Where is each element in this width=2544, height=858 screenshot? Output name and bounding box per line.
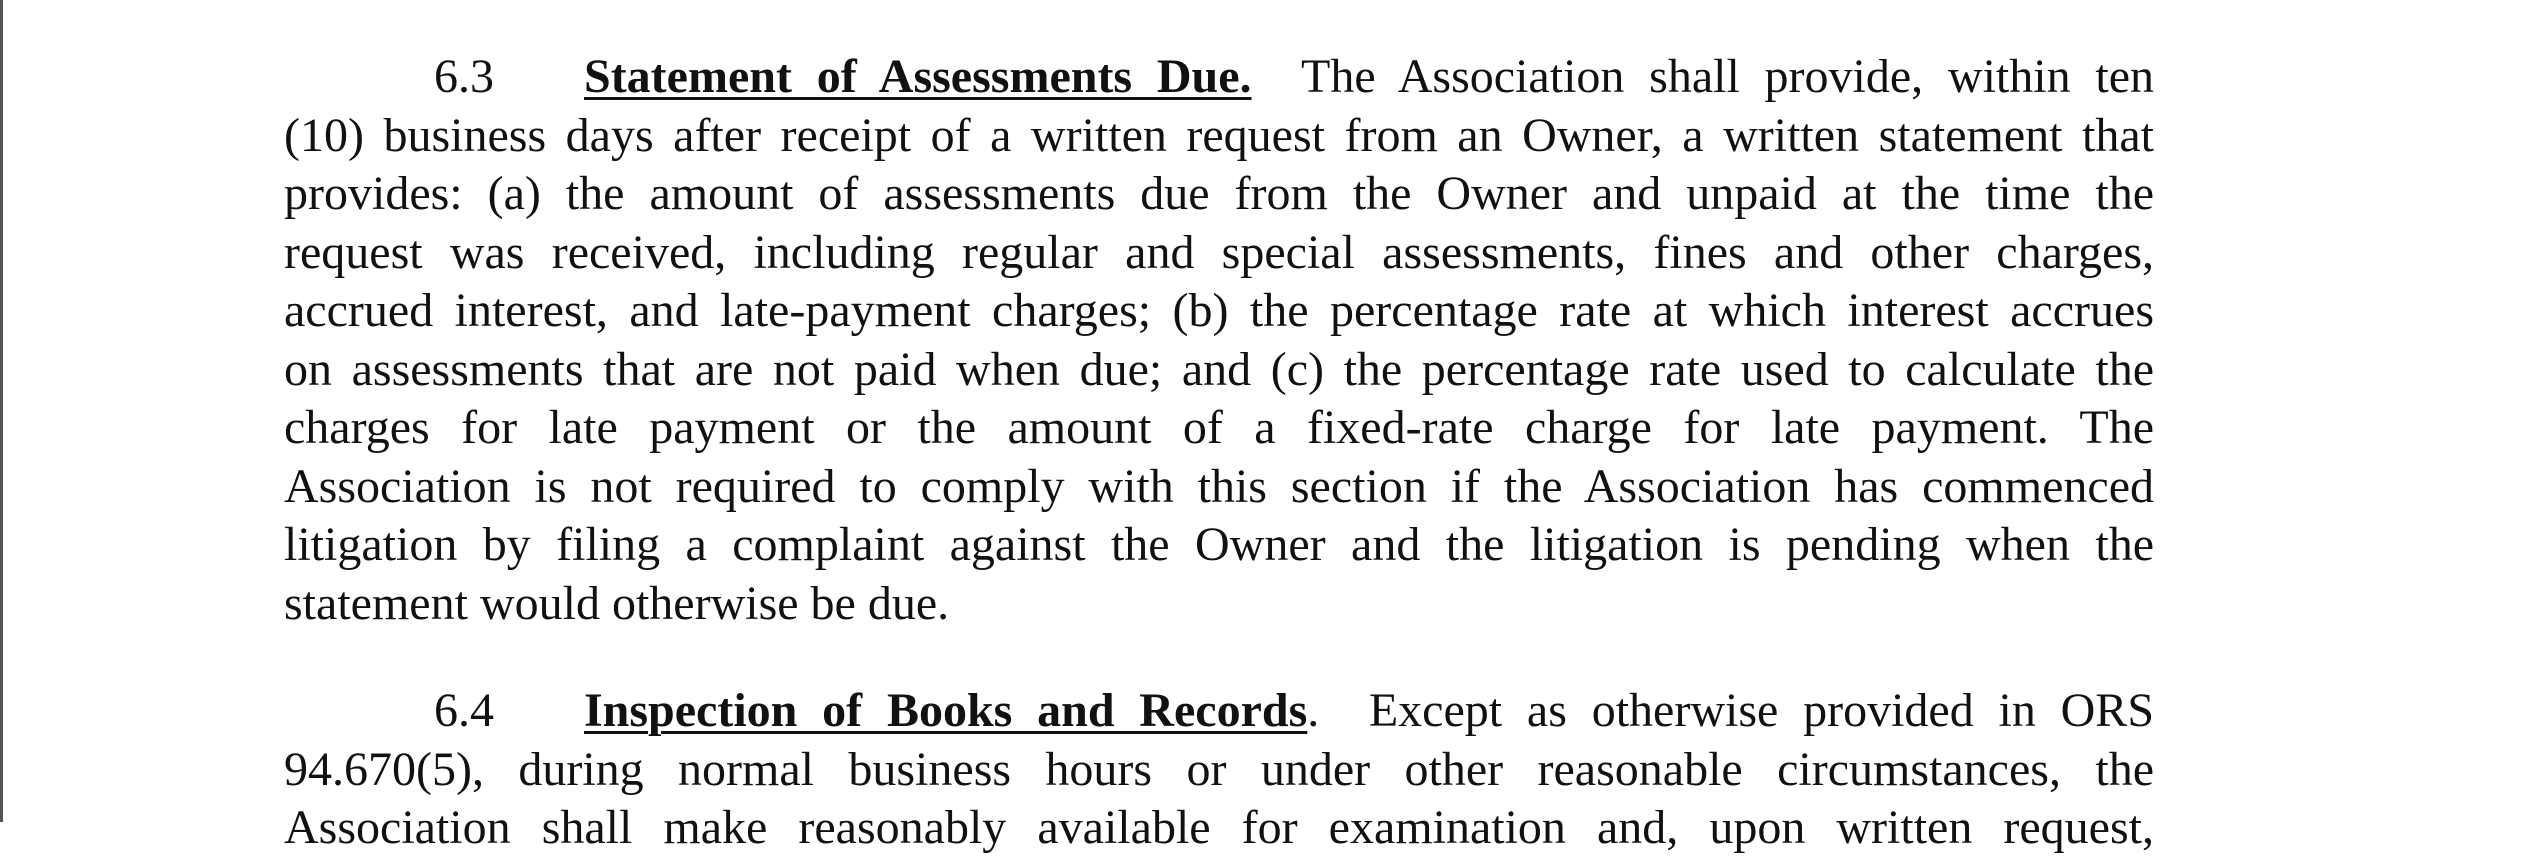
body-line: litigation by filing a complaint against the Owner and the litigation is pending when the (284, 518, 2154, 571)
body-line: statement would otherwise be due. (284, 576, 950, 630)
body-line: charges for late payment or the amount of a fixed-rate charge for late payment. The (284, 401, 2154, 454)
section-6-3 (284, 48, 2154, 633)
body-line: provides: (a) the amount of assessments due from the Owner and unpaid at the time the (284, 167, 2154, 220)
body-line: Association shall make reasonably available for examination and, upon written request, (284, 801, 2154, 854)
section-first-line (284, 682, 2154, 741)
body-line: accrued interest, and late-payment charges; (b) the percentage rate at which interest accrues (284, 284, 2154, 337)
body-line: Association is not required to comply with this section if the Association has commenced (284, 459, 2154, 513)
body-line: on assessments that are not paid when due; and (c) the percentage rate used to calculate the (284, 342, 2154, 396)
section-first-line-text: The Association shall provide, within ten (1301, 50, 2154, 103)
page-left-border (0, 0, 3, 822)
section-number: 6.4 (434, 684, 494, 737)
section-6-4 (284, 682, 2154, 858)
body-line: (10) business days after receipt of a written request from an Owner, a written statement that (284, 108, 2154, 162)
section-number: 6.3 (434, 50, 494, 103)
section-first-line (284, 48, 2154, 107)
section-heading: Statement of Assessments Due. (584, 50, 1252, 103)
section-first-line-text: Except as otherwise provided in ORS (1368, 684, 2155, 737)
body-line: 94.670(5), during normal business hours or under other reasonable circumstances, the (284, 742, 2154, 796)
section-heading-suffix: . (1307, 684, 1320, 737)
section-heading: Inspection of Books and Records (584, 684, 1308, 737)
body-line: request was received, including regular and special assessments, fines and other charges, (284, 225, 2154, 279)
